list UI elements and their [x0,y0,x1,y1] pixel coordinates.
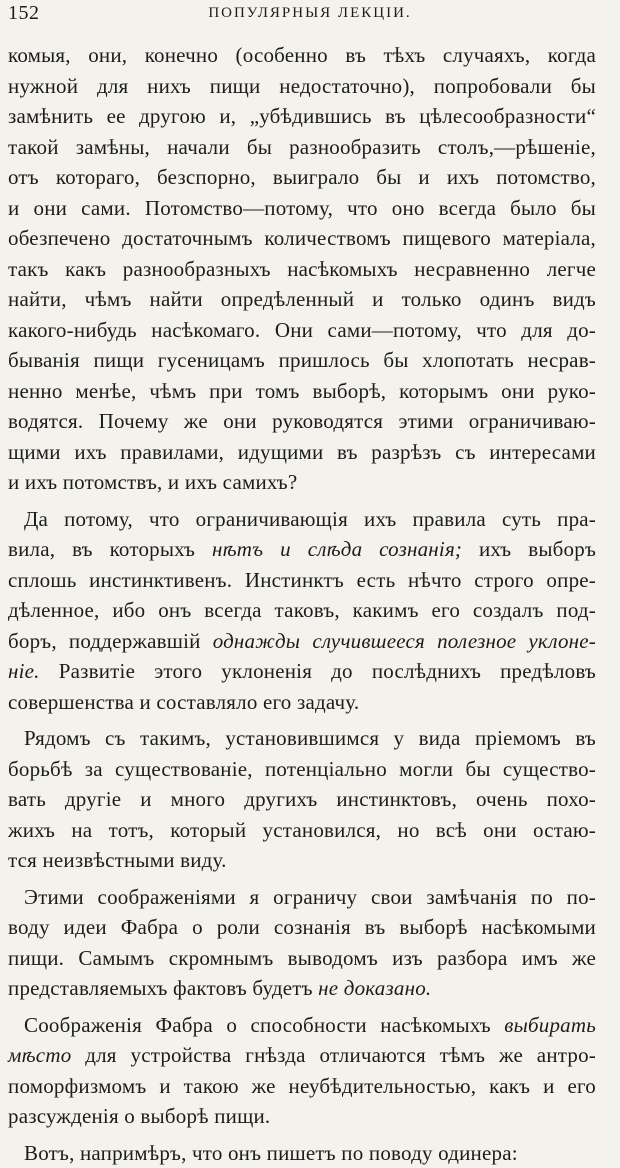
text-line [8,1010,596,1041]
text-line [8,534,596,565]
text-run: ихъ выборъ [462,537,596,561]
italic-text: однажды случившееся полезное уклоне- [213,629,596,653]
body-text [8,40,596,1168]
text-line [8,723,596,754]
text-line [8,1071,596,1102]
text-run: совершенства и составляло его задачу. [8,690,359,714]
running-head: ПОПУЛЯРНЫЯ ЛЕКЦІИ. [0,5,620,22]
text-line [8,223,596,254]
text-line [8,973,596,1004]
text-line [8,376,596,407]
text-line [8,284,596,315]
text-line [8,504,596,535]
paragraph [8,40,596,498]
text-run: и они сами. Потомство—потому, что оно всегда было бы [8,196,596,220]
text-line [8,754,596,785]
text-run: нужной для нихъ пищи недостаточно), попробовали бы [8,74,596,98]
text-line [8,40,596,71]
italic-text: нѣтъ и слѣда сознанія; [212,537,462,561]
text-run: для устройства гнѣзда отличаются тѣмъ же антро- [71,1043,596,1067]
text-run: борьбѣ за существованіе, потенціально могли бы существо- [8,757,596,781]
text-run: представляемыхъ фактовъ будетъ [8,976,318,1000]
text-run: такой замѣны, начали бы разнообразить столъ,—рѣшеніе, [8,135,596,159]
text-run: быванія пищи гусеницамъ пришлось бы хлопотать несрав- [8,348,596,372]
text-line [8,815,596,846]
text-run: водятся. Почему же они руководятся этими ограничиваю- [8,409,596,433]
paragraph [8,504,596,718]
text-run: пищи. Самымъ скромнымъ выводомъ изъ разбора имъ же [8,946,596,970]
text-run: дѣленное, ибо онъ всегда таковъ, какимъ его создалъ под- [8,598,596,622]
text-line [8,193,596,224]
text-line [8,1040,596,1071]
italic-text: не доказано. [318,976,431,1000]
text-line [8,467,596,498]
text-run: тся неизвѣстными виду. [8,848,227,872]
text-run: Вотъ, напримѣръ, что онъ пишетъ по поводу одинера: [24,1141,518,1165]
text-line [8,437,596,468]
text-line [8,687,596,718]
italic-text: мѣсто [8,1043,71,1067]
text-run: такъ какъ разнообразныхъ насѣкомыхъ несравненно легче [8,257,596,281]
text-run: Соображенія Фабра о способности насѣкомыхъ [24,1013,504,1037]
text-line [8,132,596,163]
text-line [8,845,596,876]
text-line [8,254,596,285]
text-line [8,71,596,102]
text-run: какого-нибудь насѣкомаго. Они сами—потому, что для до- [8,318,596,342]
text-run: Да потому, что ограничивающія ихъ правила суть пра- [24,507,596,531]
text-line [8,943,596,974]
text-line [8,101,596,132]
italic-text: выбирать [504,1013,596,1037]
text-run: сплошь инстинктивенъ. Инстинктъ есть нѣчто строго опре- [8,568,596,592]
text-line [8,656,596,687]
paragraph [8,1138,596,1168]
text-run: Этими соображеніями я ограничу свои замѣчанія по по- [24,885,596,909]
text-run: щими ихъ правилами, идущими въ разрѣзъ съ интересами [8,440,596,464]
text-run: обезпечено достаточнымъ количествомъ пищевого матеріала, [8,226,596,250]
paragraph [8,723,596,876]
text-line [8,345,596,376]
text-run: и ихъ потомствъ, и ихъ самихъ? [8,470,297,494]
text-run: боръ, поддержавшій [8,629,213,653]
text-run: замѣнить ее другою и, „убѣдившись въ цѣлесообразности“ [8,104,596,128]
text-line [8,882,596,913]
text-line [8,315,596,346]
text-line [8,406,596,437]
text-run: комыя, они, конечно (особенно въ тѣхъ случаяхъ, когда [8,43,596,67]
text-run: Развитіе этого уклоненія до послѣднихъ предѣловъ [40,659,596,683]
text-run: вать другіе и много другихъ инстинктовъ, очень похо- [8,787,596,811]
text-run: воду идеи Фабра о роли сознанія въ выборѣ насѣкомыми [8,915,596,939]
italic-text: ніе. [8,659,40,683]
text-run: разсужденія о выборѣ пищи. [8,1104,270,1128]
page-header [0,2,620,32]
text-run: вила, въ которыхъ [8,537,212,561]
text-run: Рядомъ съ такимъ, установившимся у вида пріемомъ въ [24,726,596,750]
text-line [8,595,596,626]
text-line [8,784,596,815]
text-run: жихъ на тотъ, который установился, но всѣ они остаю- [8,818,596,842]
text-run: поморфизмомъ и такою же неубѣдительностью, какъ и его [8,1074,596,1098]
text-line [8,626,596,657]
text-run: отъ котораго, безспорно, выиграло бы и ихъ потомство, [8,165,596,189]
page-number: 152 [8,2,40,25]
text-line [8,912,596,943]
text-line [8,1101,596,1132]
paragraph [8,882,596,1004]
text-line [8,1138,596,1168]
text-run: найти, чѣмъ найти опредѣленный и только одинъ видъ [8,287,596,311]
paragraph [8,1010,596,1132]
text-line [8,162,596,193]
text-line [8,565,596,596]
text-run: ненно менѣе, чѣмъ при томъ выборѣ, которымъ они руко- [8,379,596,403]
